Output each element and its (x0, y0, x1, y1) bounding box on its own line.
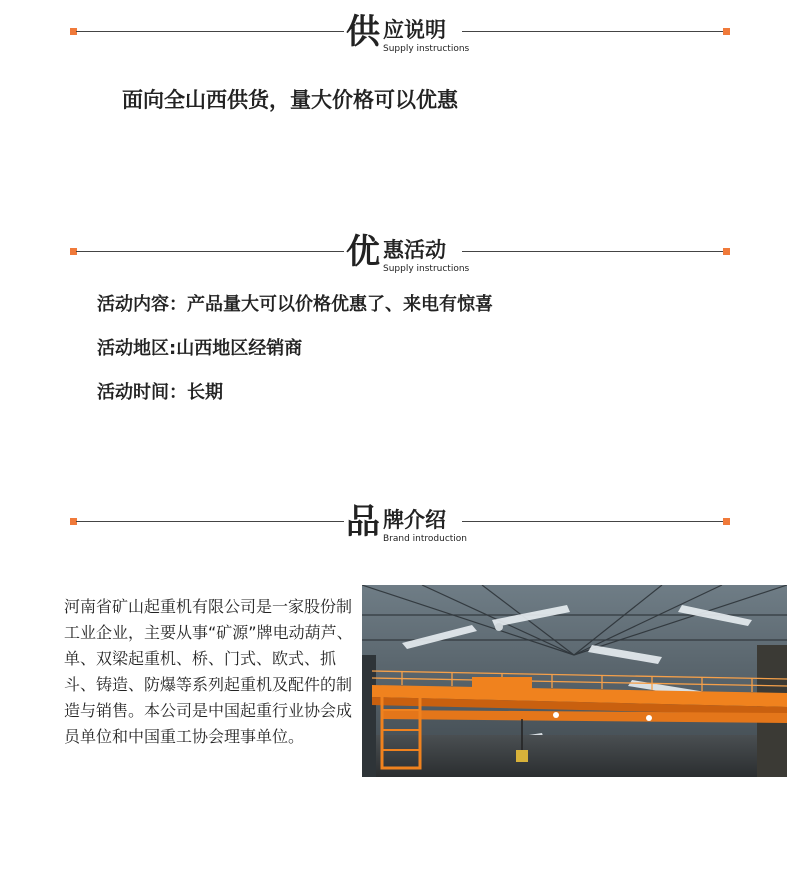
section-title-en: Brand introduction (383, 534, 468, 544)
section-title-brand (346, 500, 468, 550)
header-dot-right (723, 248, 730, 255)
hall-floor (362, 735, 787, 777)
section-title-en: Supply instructions (383, 44, 470, 54)
section-header-brand (70, 500, 730, 550)
header-line-left (76, 31, 344, 32)
section-title-big: 供 (346, 12, 380, 52)
ceiling-lamp (553, 712, 559, 718)
section-title-big: 优 (346, 232, 380, 272)
section-title-en: Supply instructions (383, 264, 470, 274)
column-left (362, 655, 376, 777)
section-title-small: 牌介绍 (383, 508, 446, 532)
supply-text: 面向全山西供货，量大价格可以优惠 (122, 88, 458, 112)
section-title-supply (346, 10, 470, 60)
section-title-big: 品 (346, 502, 380, 542)
promo-time: 活动时间：长期 (97, 382, 223, 403)
header-dot-right (723, 518, 730, 525)
header-line-left (76, 251, 344, 252)
section-title-small: 惠活动 (383, 238, 446, 262)
section-title-promo (346, 230, 470, 280)
crane-trolley (472, 677, 532, 691)
brand-intro-text: 河南省矿山起重机有限公司是一家股份制工业企业，主要从事“矿源”牌电动葫芦、单、双梁起重机、桥、门式、欧式、抓斗、铸造、防爆等系列起重机及配件的制造与销售。本公司是中国起重行业协会成员单位和中国重工协会理事单位。 (64, 597, 353, 746)
crane-hook (516, 750, 528, 762)
ceiling-lamp (646, 715, 652, 721)
header-line-right (462, 251, 724, 252)
promo-region: 活动地区:山西地区经销商 (97, 338, 303, 359)
ceiling-lamp (495, 623, 503, 631)
promo-content: 活动内容：产品量大可以价格优惠了、来电有惊喜 (97, 294, 493, 315)
section-title-small: 应说明 (383, 18, 446, 42)
crane-factory-photo (362, 585, 787, 777)
section-header-promo (70, 230, 730, 280)
header-line-right (462, 31, 724, 32)
header-line-left (76, 521, 344, 522)
section-header-supply (70, 10, 730, 60)
header-dot-right (723, 28, 730, 35)
header-line-right (462, 521, 724, 522)
